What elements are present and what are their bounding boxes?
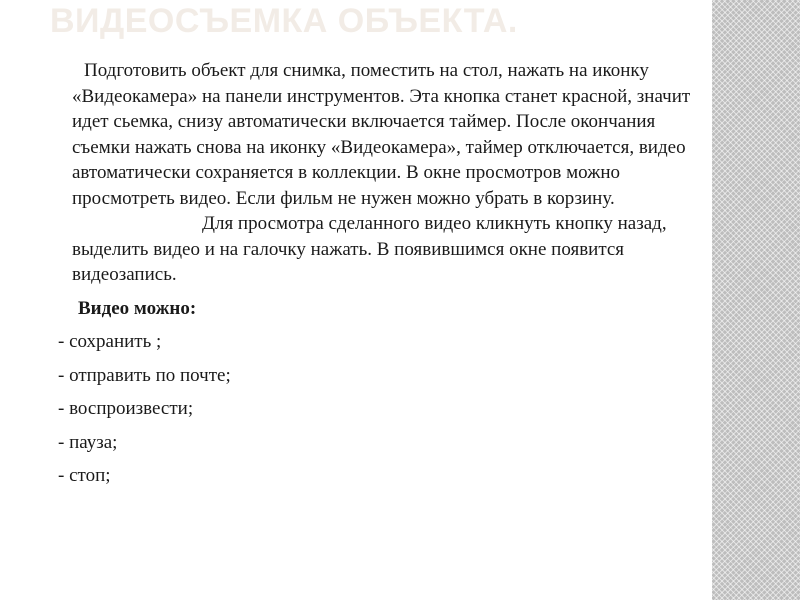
- list-item-stop: - стоп;: [58, 465, 111, 486]
- list-item-play: - воспроизвести;: [58, 398, 194, 419]
- video-options-heading: Видео можно:: [78, 297, 197, 319]
- instruction-text-part1: Подготовить объект для снимка, поместить на стол, нажать на иконку «Видеокамера» на панели инструментов. Эта кнопка станет красной, значит идет сьемка, снизу автоматически включается таймер. После окончания съемки нажать снова на иконку «Видеокамера», таймер отключается, видео автоматически сохраняется в коллекции. В окне просмотров можно просмотреть видео. Если фильм не нужен можно убрать в корзину.: [72, 60, 691, 209]
- instruction-text-part2: Для просмотра сделанного видео кликнуть кнопку назад, выделить видео и на галочку нажать. В появившимся окне появится видеозапись.: [72, 213, 667, 285]
- slide-title: ВИДЕОСЪЕМКА ОБЪЕКТА.: [50, 2, 518, 40]
- decorative-side-panel: [712, 0, 800, 600]
- video-options-list: [58, 321, 708, 489]
- instruction-paragraph: [72, 58, 704, 288]
- list-item-save: - сохранить ;: [58, 331, 162, 352]
- slide-content: [58, 58, 708, 488]
- list-item-pause: - пауза;: [58, 431, 118, 453]
- list-item-send-email: - отправить по почте;: [58, 364, 231, 386]
